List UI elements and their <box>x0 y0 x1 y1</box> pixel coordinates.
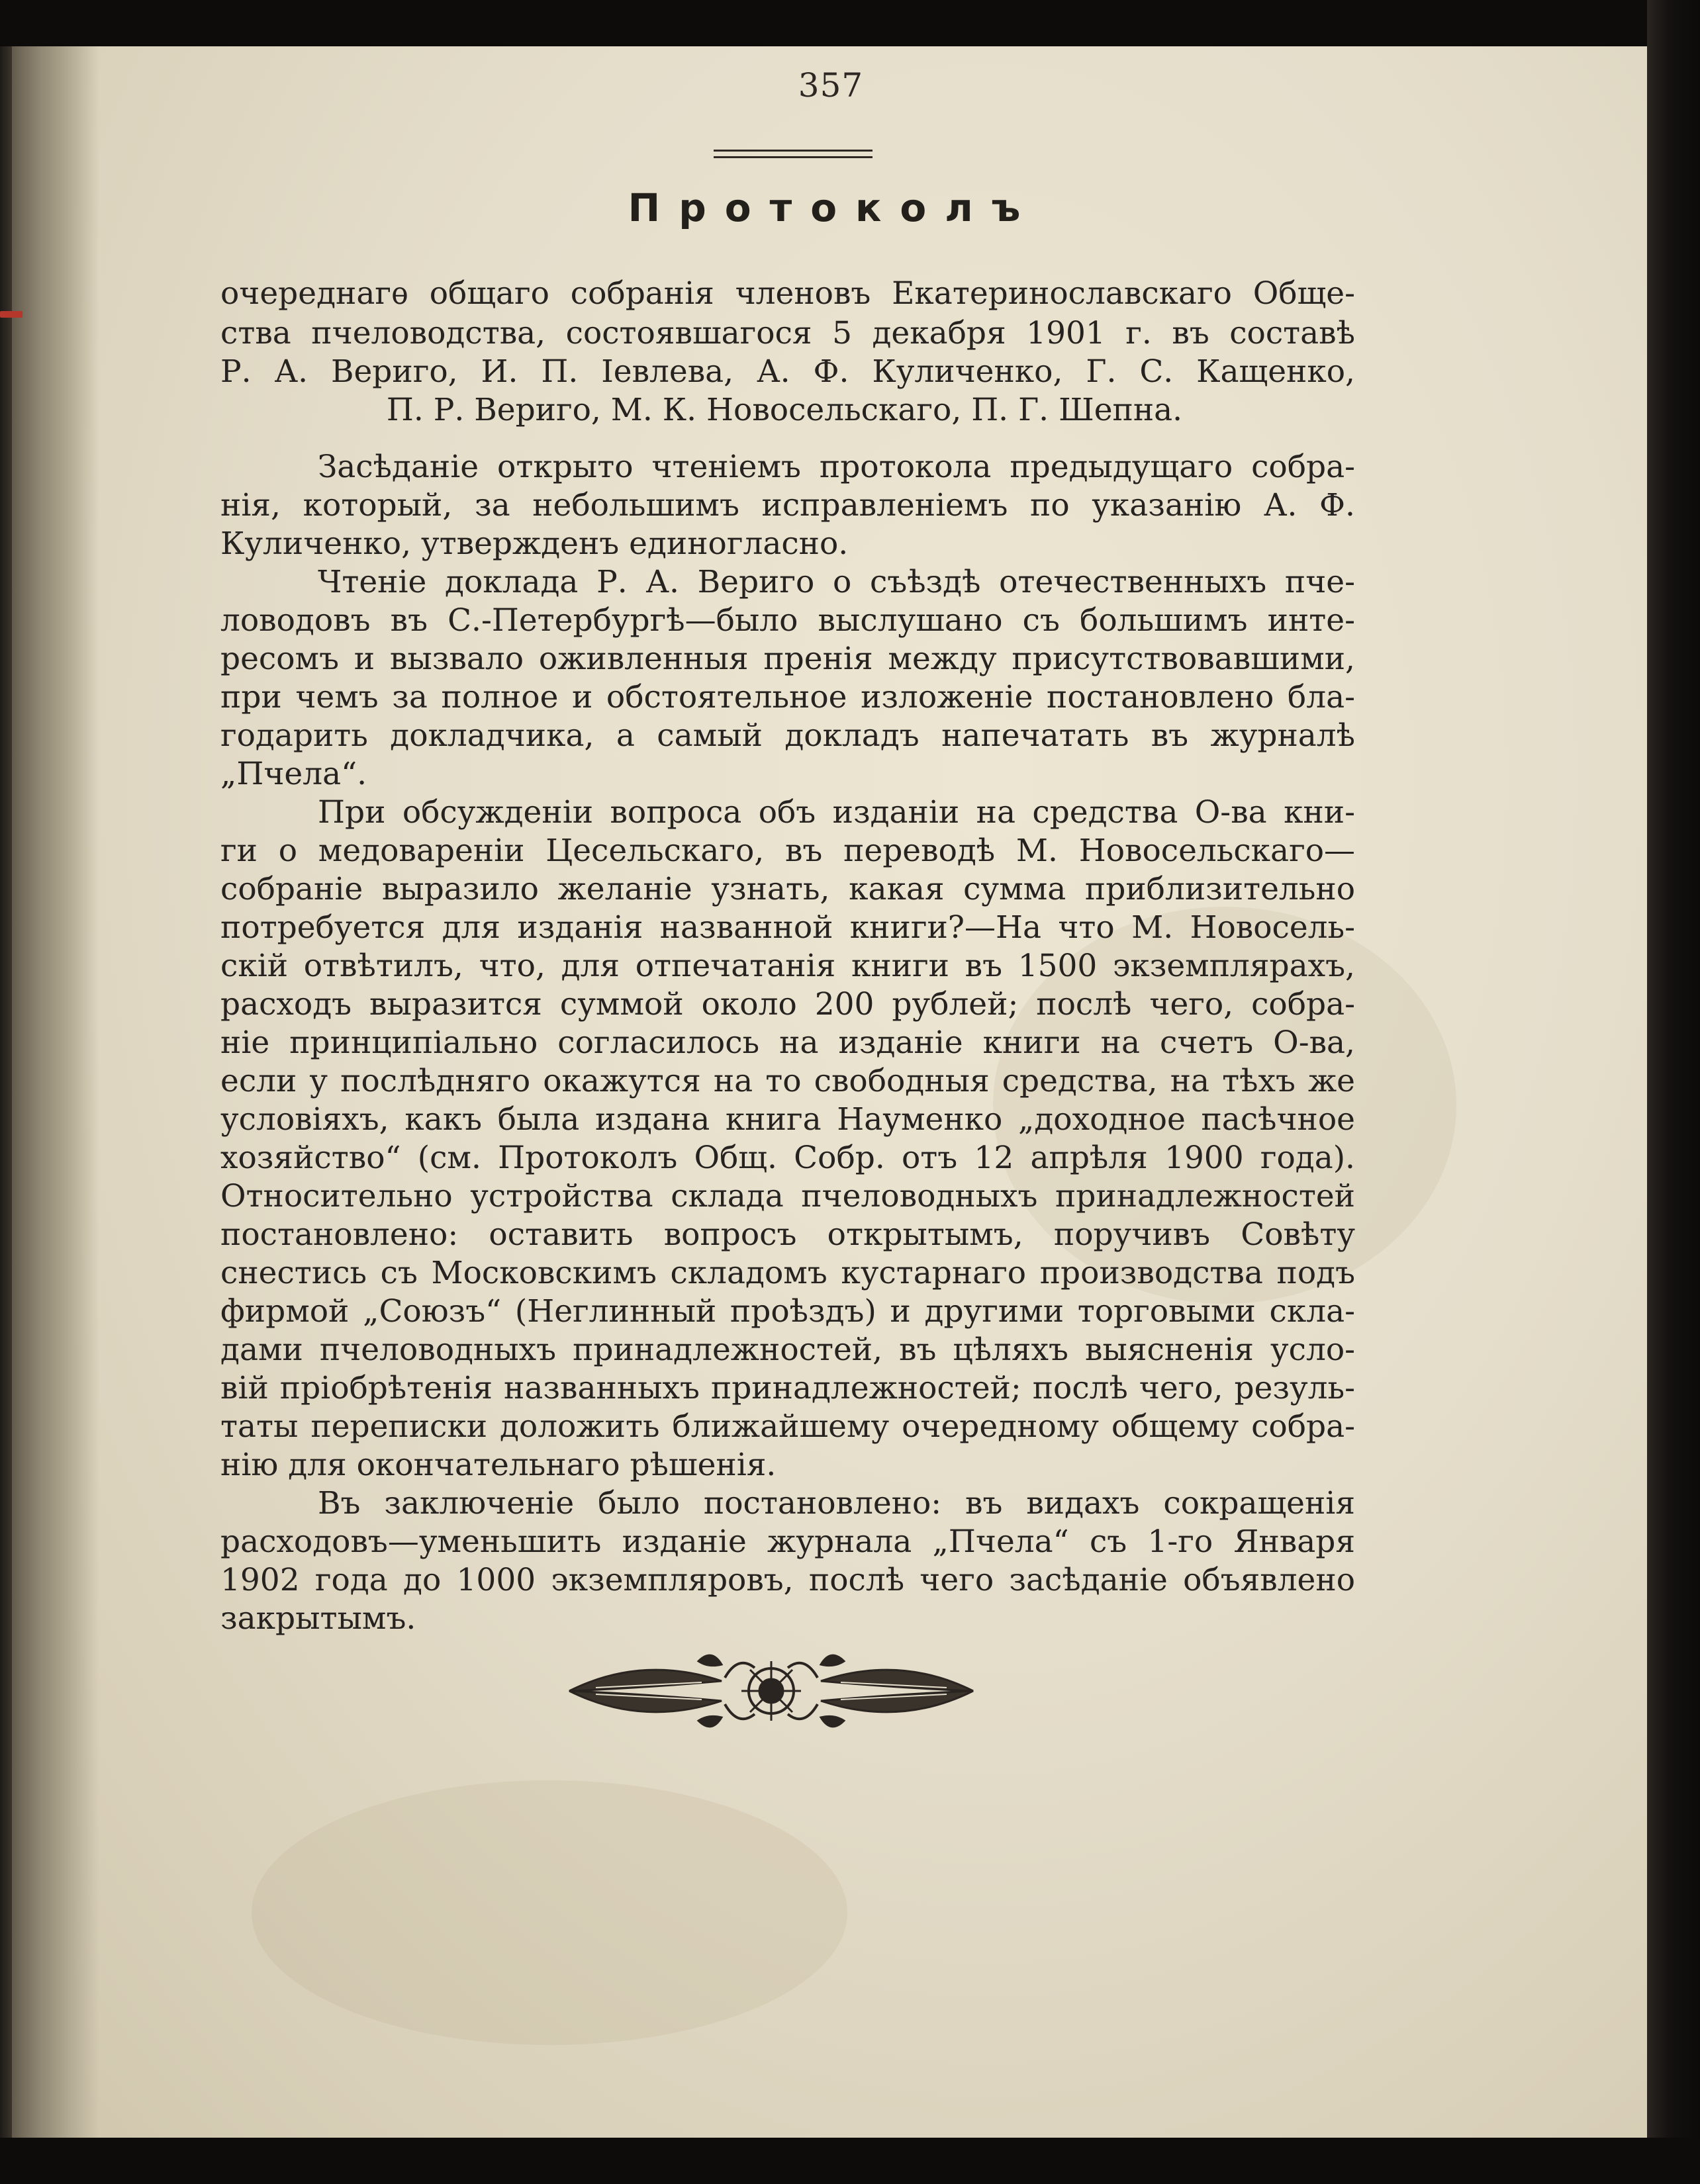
text-line: закрытымъ. <box>220 1600 416 1637</box>
text-line: снестись съ Московскимъ складомъ кустарнаго производства подъ <box>220 1255 1355 1291</box>
header-rule <box>714 156 873 158</box>
text-line: скій отвѣтилъ, что, для отпечатанія книги въ 1500 экземплярахъ, <box>220 948 1355 984</box>
scan-top-border <box>0 0 1700 46</box>
text-line: постановлено: оставить вопросъ открытымъ, поручивъ Совѣту <box>220 1216 1355 1253</box>
text-line: при чемъ за полное и обстоятельное изложеніе постановлено бла- <box>220 679 1355 715</box>
text-line: ресомъ и вызвало оживленныя пренія между присутствовавшими, <box>220 641 1355 677</box>
paper-stain <box>252 1780 847 2045</box>
text-line: П. Р. Вериго, М. К. Новосельскаго, П. Г. Шепна. <box>386 392 1183 428</box>
text-line: Куличенко, утвержденъ единогласно. <box>220 525 849 562</box>
scan-bottom-border <box>0 2138 1700 2184</box>
text-line: вій пріобрѣтенія названныхъ принадлежностей; послѣ чего, резуль- <box>220 1370 1355 1406</box>
header-rule <box>714 150 873 152</box>
bookmark-ribbon-mark <box>0 311 23 318</box>
text-line: ги о медовареніи Цесельскаго, въ переводѣ М. Новосельскаго— <box>220 833 1355 869</box>
text-line: если у послѣдняго окажутся на то свободныя средства, на тѣхъ же <box>220 1063 1355 1099</box>
text-line: дами пчеловодныхъ принадлежностей, въ цѣляхъ выясненія усло- <box>220 1332 1355 1368</box>
text-line: условіяхъ, какъ была издана книга Науменко „доходное пасѣчное <box>220 1101 1355 1138</box>
text-line: 1902 года до 1000 экземпляровъ, послѣ чего засѣданіе объявлено <box>220 1562 1355 1598</box>
text-line: При обсужденіи вопроса объ изданіи на средства О-ва кни- <box>318 794 1355 831</box>
text-line: очереднагѳ общаго собранія членовъ Екатеринославскаго Обще- <box>220 275 1355 312</box>
text-line: потребуется для изданія названной книги?—На что М. Новосель- <box>220 909 1355 946</box>
text-line: хозяйство“ (см. Протоколъ Общ. Собр. отъ 12 апрѣля 1900 года). <box>220 1140 1355 1176</box>
text-line: нія, который, за небольшимъ исправленіемъ по указанію А. Ф. <box>220 487 1355 523</box>
text-line: ніе принципіально согласилось на изданіе книги на счетъ О-ва, <box>220 1024 1355 1061</box>
text-line: фирмой „Союзъ“ (Неглинный проѣздъ) и другими торговыми скла- <box>220 1293 1355 1330</box>
text-line: Засѣданіе открыто чтеніемъ протокола предыдущаго собра- <box>318 449 1355 485</box>
page-number: 357 <box>798 66 864 105</box>
text-line: Р. А. Вериго, И. П. Іевлева, А. Ф. Куличенко, Г. С. Кащенко, <box>220 353 1355 390</box>
text-line: Относительно устройства склада пчеловодныхъ принадлежностей <box>220 1178 1355 1214</box>
text-line: „Пчела“. <box>220 756 367 792</box>
scan-right-border <box>1647 0 1700 2184</box>
text-line: ства пчеловодства, состоявшагося 5 декабря 1901 г. въ составѣ <box>220 315 1355 351</box>
text-line: таты переписки доложить ближайшему очередному общему собра- <box>220 1408 1355 1445</box>
page-gutter-shadow <box>0 46 99 2138</box>
binding-edge <box>0 46 12 2138</box>
text-line: ловодовъ въ С.-Петербургѣ—было выслушано съ большимъ инте- <box>220 602 1355 639</box>
text-line: собраніе выразило желаніе узнать, какая сумма приблизительно <box>220 871 1355 907</box>
floral-vignette-icon <box>556 1641 986 1741</box>
text-line: годарить докладчика, а самый докладъ напечатать въ журналѣ <box>220 717 1355 754</box>
text-line: расходъ выразится суммой около 200 рублей; послѣ чего, собра- <box>220 986 1355 1023</box>
text-line: Въ заключеніе было постановлено: въ видахъ сокращенія <box>318 1485 1355 1522</box>
page-title: Протоколъ <box>628 185 1039 230</box>
text-line: Чтеніе доклада Р. А. Вериго о съѣздѣ отечественныхъ пче- <box>318 564 1355 600</box>
text-line: расходовъ—уменьшить изданіе журнала „Пчела“ съ 1-го Января <box>220 1524 1355 1560</box>
text-line: нію для окончательнаго рѣшенія. <box>220 1447 777 1483</box>
